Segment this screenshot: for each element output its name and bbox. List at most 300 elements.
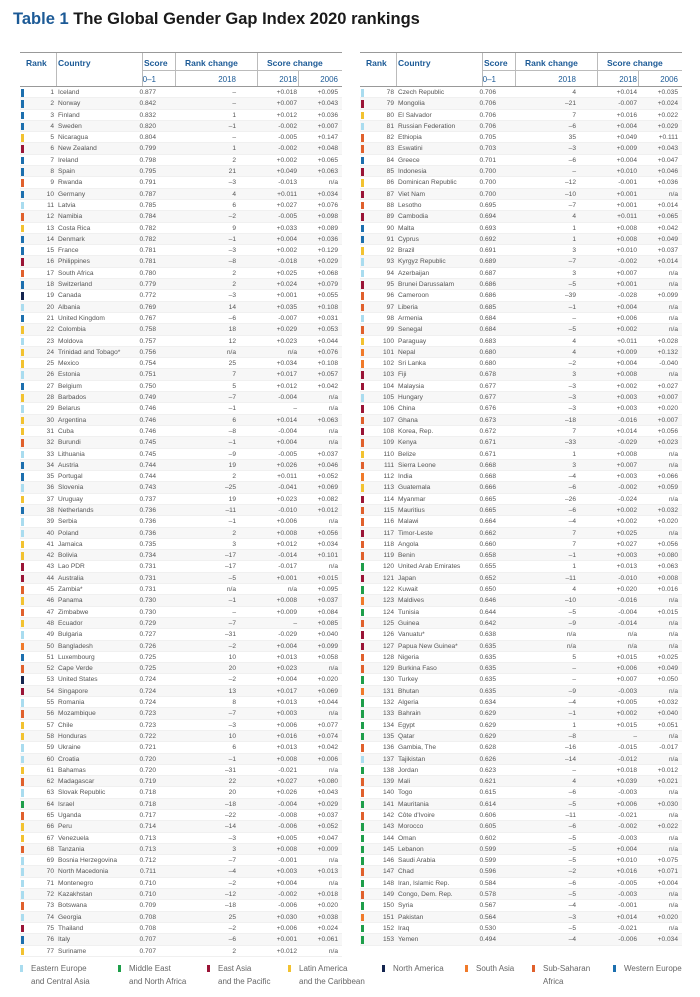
table-row <box>360 98 682 109</box>
table-row <box>360 663 682 674</box>
region-marker <box>21 417 24 425</box>
score-change-2018: +0.006 <box>616 800 637 808</box>
table-row <box>20 415 342 426</box>
country: Mexico <box>58 360 79 368</box>
rank-change-2018: –5 <box>568 800 576 808</box>
region-marker <box>361 857 364 865</box>
table-row <box>360 787 682 798</box>
score-change-2018: +0.004 <box>276 642 297 650</box>
country: Ethiopia <box>398 134 422 142</box>
header-score: Score <box>484 58 508 68</box>
score-change-2006: +0.036 <box>317 111 338 119</box>
table-row <box>20 87 342 98</box>
score: 0.745 <box>139 450 156 458</box>
table-row <box>20 799 342 810</box>
country: Belize <box>398 450 416 458</box>
score-change-2006: +0.048 <box>317 145 338 153</box>
score: 0.713 <box>139 834 156 842</box>
rank-change-2018: –6 <box>568 484 576 492</box>
rank: 9 <box>50 179 54 187</box>
score-change-2006: +0.008 <box>657 574 678 582</box>
country: Singapore <box>58 687 89 695</box>
score: 0.660 <box>479 540 496 548</box>
score-change-2018: +0.007 <box>616 461 637 469</box>
score-change-2018: +0.007 <box>276 100 297 108</box>
country: China <box>398 405 416 413</box>
rank: 102 <box>382 360 394 368</box>
score-change-2018: -0.021 <box>618 924 637 932</box>
rank-change-2018: –3 <box>228 247 236 255</box>
table-row <box>20 934 342 945</box>
score: 0.721 <box>139 744 156 752</box>
score-change-2006: +0.063 <box>657 563 678 571</box>
rank-change-2018: –4 <box>568 518 576 526</box>
score-change-2006: n/a <box>328 766 338 774</box>
score-change-2018: +0.004 <box>276 676 297 684</box>
country: Albania <box>58 303 80 311</box>
table-row <box>20 256 342 267</box>
rank-change-2018: –6 <box>568 879 576 887</box>
score-change-2006: +0.024 <box>317 924 338 932</box>
country: Kenya <box>398 439 417 447</box>
rank: 110 <box>383 450 394 458</box>
region-marker <box>21 563 24 571</box>
rank: 107 <box>382 416 394 424</box>
score-change-2006: +0.007 <box>317 122 338 130</box>
region-marker <box>361 914 364 922</box>
score: 0.784 <box>139 213 156 221</box>
region-marker <box>21 620 24 628</box>
rank: 70 <box>46 868 54 876</box>
score-change-2018: +0.024 <box>276 281 297 289</box>
rank-change-2018: 4 <box>572 213 576 221</box>
header-country: Country <box>398 58 431 68</box>
table-row <box>20 381 342 392</box>
score-change-2018: +0.017 <box>276 371 297 379</box>
country: Pakistan <box>398 913 424 921</box>
table-body <box>20 87 342 957</box>
score-change-2018: +0.009 <box>276 608 297 616</box>
rank: 17 <box>46 269 54 277</box>
rank-change-2018: –3 <box>228 721 236 729</box>
country: Cape Verde <box>58 665 93 673</box>
score: 0.621 <box>479 778 496 786</box>
region-marker <box>361 518 364 526</box>
rank: 58 <box>46 732 54 740</box>
score-change-2018: -0.004 <box>278 427 297 435</box>
score-change-2018: +0.002 <box>616 326 637 334</box>
rank-change-2018: –3 <box>568 382 576 390</box>
score: 0.695 <box>479 201 496 209</box>
table-row <box>20 279 342 290</box>
region-marker <box>361 609 364 617</box>
table-row <box>360 336 682 347</box>
legend-swatch <box>207 965 210 972</box>
score-change-2018: +0.020 <box>616 586 637 594</box>
rank-change-2018: –7 <box>568 201 576 209</box>
region-marker <box>21 823 24 831</box>
score-change-2006: -0.017 <box>659 744 678 752</box>
rank: 65 <box>46 812 54 819</box>
score-change-2006: +0.044 <box>317 699 338 707</box>
score: 0.599 <box>479 845 496 853</box>
rank-change-2018: –2 <box>228 924 236 932</box>
score-change-2018: +0.015 <box>616 653 637 661</box>
score-change-2018: +0.009 <box>616 145 637 153</box>
score-change-2018: -0.005 <box>618 879 637 887</box>
rank: 40 <box>46 529 54 537</box>
rank: 54 <box>46 687 54 695</box>
country: Saudi Arabia <box>398 857 436 865</box>
region-marker <box>361 100 364 108</box>
score-change-2006: +0.020 <box>657 913 678 921</box>
score-change-2006: +0.071 <box>657 868 678 876</box>
score-change-2006: +0.037 <box>317 450 338 458</box>
score: 0.606 <box>479 812 496 819</box>
score-change-2018: -0.001 <box>278 857 297 865</box>
rank: 7 <box>50 156 54 164</box>
region-marker <box>21 451 24 459</box>
score-change-2018: +0.005 <box>616 699 637 707</box>
region-marker <box>361 643 364 651</box>
table-row <box>20 641 342 652</box>
rank: 48 <box>46 619 54 627</box>
legend-swatch <box>118 965 121 972</box>
country: Timor-Leste <box>398 529 433 537</box>
rank: 93 <box>386 258 394 266</box>
score-change-2006: n/a <box>328 665 338 673</box>
rank: 85 <box>386 168 394 176</box>
table-row <box>360 121 682 132</box>
score-change-2006: n/a <box>328 405 338 413</box>
score: 0.680 <box>479 348 496 356</box>
rank-change-2018: 7 <box>572 529 576 537</box>
region-marker <box>361 812 364 820</box>
score-change-2006: n/a <box>668 495 678 503</box>
table-row <box>20 595 342 606</box>
rank: 32 <box>46 439 54 447</box>
score-change-2018: +0.017 <box>276 687 297 695</box>
table-row <box>360 855 682 866</box>
country: Austria <box>58 461 79 469</box>
table-row <box>360 211 682 222</box>
score: 0.799 <box>139 145 156 153</box>
country: Korea, Rep. <box>398 427 434 435</box>
table-row <box>360 878 682 889</box>
region-marker <box>21 439 24 447</box>
score-change-2018: +0.007 <box>616 269 637 277</box>
rank-change-2018: 2 <box>232 473 236 481</box>
region-marker <box>21 891 24 899</box>
rank-change-2018: 3 <box>572 247 576 255</box>
score-change-2018: -0.010 <box>618 574 637 582</box>
score: 0.730 <box>139 608 156 616</box>
country: Lebanon <box>398 845 424 853</box>
country: Bulgaria <box>58 631 83 639</box>
region-marker <box>21 868 24 876</box>
region-marker <box>21 338 24 346</box>
table-row <box>360 821 682 832</box>
score-change-2018: -0.003 <box>618 834 637 842</box>
region-marker <box>21 789 24 797</box>
region-marker <box>361 688 364 696</box>
score: 0.724 <box>139 676 156 684</box>
rank-change-2018: –7 <box>228 710 236 718</box>
table-row <box>360 505 682 516</box>
score: 0.694 <box>479 213 496 221</box>
table-row <box>360 471 682 482</box>
table-row <box>360 132 682 143</box>
score: 0.746 <box>139 427 156 435</box>
score-change-2018: +0.004 <box>616 303 637 311</box>
score: 0.782 <box>139 224 156 232</box>
rank-change-2018: –9 <box>228 450 236 458</box>
region-marker <box>21 236 24 244</box>
rank: 49 <box>46 631 54 639</box>
score-change-2018: +0.025 <box>616 529 637 537</box>
region-marker <box>21 756 24 764</box>
country: Turkey <box>398 676 418 684</box>
rank-change-2018: 13 <box>228 687 236 695</box>
table-row <box>20 787 342 798</box>
table-row <box>360 245 682 256</box>
score-change-2006: +0.065 <box>317 156 338 164</box>
score-change-2018: +0.008 <box>616 371 637 379</box>
rank: 136 <box>382 744 394 752</box>
legend-item-E <box>20 962 110 988</box>
country: Namibia <box>58 213 83 221</box>
score-change-2006: +0.043 <box>657 145 678 153</box>
region-marker <box>361 179 364 187</box>
score-change-2006: +0.020 <box>317 902 338 910</box>
table-row <box>360 889 682 900</box>
table-row <box>360 369 682 380</box>
score-change-2006: n/a <box>668 755 678 763</box>
rank: 69 <box>46 857 54 865</box>
rank-change-2018: –31 <box>224 766 236 774</box>
region-marker <box>361 710 364 718</box>
score-change-2006: +0.108 <box>317 360 338 368</box>
region-marker <box>21 349 24 357</box>
score-change-2006: n/a <box>668 619 678 627</box>
score-change-2006: n/a <box>328 857 338 865</box>
country: Cameroon <box>398 292 429 300</box>
country: Kyrgyz Republic <box>398 258 446 266</box>
region-marker <box>21 609 24 617</box>
table-row <box>20 358 342 369</box>
country: Uganda <box>58 812 82 819</box>
score-change-2006: +0.084 <box>317 608 338 616</box>
score: 0.567 <box>479 902 496 910</box>
table-row <box>20 686 342 697</box>
region-marker <box>361 145 364 153</box>
score: 0.746 <box>139 405 156 413</box>
score: 0.673 <box>479 416 496 424</box>
country: Luxembourg <box>58 653 95 661</box>
score-change-2006: n/a <box>668 732 678 740</box>
country: Colombia <box>58 326 86 334</box>
country: Sri Lanka <box>398 360 426 368</box>
score-change-2006: +0.047 <box>657 156 678 164</box>
country: Bahrain <box>398 710 421 718</box>
region-marker <box>21 213 24 221</box>
table-row <box>20 821 342 832</box>
table-row <box>20 336 342 347</box>
country: Cuba <box>58 427 74 435</box>
score-change-2018: +0.001 <box>616 190 637 198</box>
score-change-2018: +0.004 <box>276 879 297 887</box>
score: 0.723 <box>139 710 156 718</box>
table-row <box>20 833 342 844</box>
rank-change-2018: –3 <box>568 394 576 402</box>
region-marker <box>21 575 24 583</box>
score: 0.530 <box>479 924 496 932</box>
rank-change-2018: –2 <box>228 642 236 650</box>
table-row <box>360 607 682 618</box>
country: Kuwait <box>398 586 418 594</box>
rank-change-2018: 25 <box>228 913 236 921</box>
rank-change-2018: 20 <box>228 789 236 797</box>
region-marker <box>361 168 364 176</box>
score: 0.772 <box>139 292 156 300</box>
score-change-2018: – <box>293 619 297 627</box>
score-change-2006: n/a <box>328 563 338 571</box>
score-change-2006: +0.056 <box>317 529 338 537</box>
rank-change-2018: –7 <box>228 857 236 865</box>
country: Croatia <box>58 755 80 763</box>
table-header <box>360 52 682 87</box>
rank-change-2018: 6 <box>232 416 236 424</box>
table-row <box>360 426 682 437</box>
country: Romania <box>58 699 85 707</box>
rank: 27 <box>46 382 54 390</box>
rank-change-2018: –18 <box>224 902 236 910</box>
rank: 91 <box>386 235 394 243</box>
score-change-2018: +0.011 <box>617 213 637 221</box>
header-score-change-2018: 2018 <box>619 75 637 84</box>
rank: 135 <box>382 732 394 740</box>
score-change-2006: +0.056 <box>657 540 678 548</box>
score-change-2006: +0.046 <box>317 461 338 469</box>
score-change-2018: -0.014 <box>618 619 637 627</box>
score-change-2018: -0.002 <box>278 145 297 153</box>
score-change-2018: +0.018 <box>616 766 637 774</box>
rank: 126 <box>382 631 394 639</box>
table-row <box>20 426 342 437</box>
rank: 38 <box>46 506 54 514</box>
rank: 20 <box>46 303 54 311</box>
country: Bhutan <box>398 687 419 695</box>
rank-change-2018: –1 <box>228 122 236 130</box>
table-row <box>20 268 342 279</box>
region-marker <box>21 925 24 933</box>
score-change-2006: n/a <box>668 812 678 819</box>
region-marker <box>361 597 364 605</box>
table-row <box>360 742 682 753</box>
country: United Arab Emirates <box>398 563 461 571</box>
region-marker <box>361 507 364 515</box>
rank-change-2018: –5 <box>568 834 576 842</box>
score-change-2006: +0.051 <box>657 721 678 729</box>
region-marker <box>361 891 364 899</box>
rank: 117 <box>383 529 394 537</box>
score-change-2018: -0.006 <box>278 902 297 910</box>
rank-change-2018: –8 <box>228 427 236 435</box>
country: Myanmar <box>398 495 426 503</box>
country: Maldives <box>398 597 425 605</box>
country: Paraguay <box>398 337 427 345</box>
score-change-2006: n/a <box>668 642 678 650</box>
region-marker <box>361 880 364 888</box>
rank: 24 <box>46 348 54 356</box>
table-row <box>20 403 342 414</box>
table-row <box>360 415 682 426</box>
score-change-2018: -0.008 <box>278 812 297 819</box>
table-row <box>20 245 342 256</box>
country: Tajikistan <box>398 755 426 763</box>
score: 0.726 <box>139 642 156 650</box>
country: Suriname <box>58 947 87 955</box>
rank-change-2018: –6 <box>568 506 576 514</box>
score: 0.729 <box>139 619 156 627</box>
country: Zimbabwe <box>58 608 89 616</box>
legend-label: East Asia <box>218 964 252 973</box>
score-change-2018: +0.016 <box>616 111 637 119</box>
score: 0.635 <box>479 653 496 661</box>
region-marker <box>361 631 364 639</box>
score: 0.731 <box>139 574 156 582</box>
score: 0.779 <box>139 281 156 289</box>
country: Senegal <box>398 326 423 334</box>
country: Slovenia <box>58 484 84 492</box>
score-change-2018: +0.027 <box>276 778 297 786</box>
score-change-2006: +0.016 <box>657 586 678 594</box>
header-rank-change: Rank change <box>185 58 238 68</box>
score-change-2006: n/a <box>328 439 338 447</box>
region-marker <box>21 462 24 470</box>
score-change-2018: -0.002 <box>618 258 637 266</box>
score-change-2018: +0.012 <box>276 947 297 955</box>
region-marker <box>21 360 24 368</box>
score-change-2018: +0.002 <box>616 518 637 526</box>
table-row <box>20 731 342 742</box>
score-change-2006: n/a <box>668 461 678 469</box>
score: 0.494 <box>479 936 496 944</box>
table-row <box>360 652 682 663</box>
region-marker <box>21 134 24 142</box>
table-row <box>360 347 682 358</box>
table-row <box>360 776 682 787</box>
score-change-2018: -0.001 <box>618 902 637 910</box>
country: Belarus <box>58 405 81 413</box>
country: Philippines <box>58 258 90 266</box>
rank-change-2018: –5 <box>568 326 576 334</box>
legend-label-line2: Africa <box>543 977 564 986</box>
rank-change-2018: –5 <box>568 891 576 899</box>
score: 0.646 <box>479 597 496 605</box>
table-row <box>360 223 682 234</box>
region-marker <box>361 733 364 741</box>
rank-change-2018: n/a <box>566 631 576 639</box>
country: Greece <box>398 156 420 164</box>
score: 0.787 <box>139 190 156 198</box>
region-marker <box>21 710 24 718</box>
score-change-2018: -0.029 <box>278 631 297 639</box>
region-marker <box>361 756 364 764</box>
rank: 2 <box>50 100 54 108</box>
score-change-2006: n/a <box>668 834 678 842</box>
rank: 46 <box>46 597 54 605</box>
